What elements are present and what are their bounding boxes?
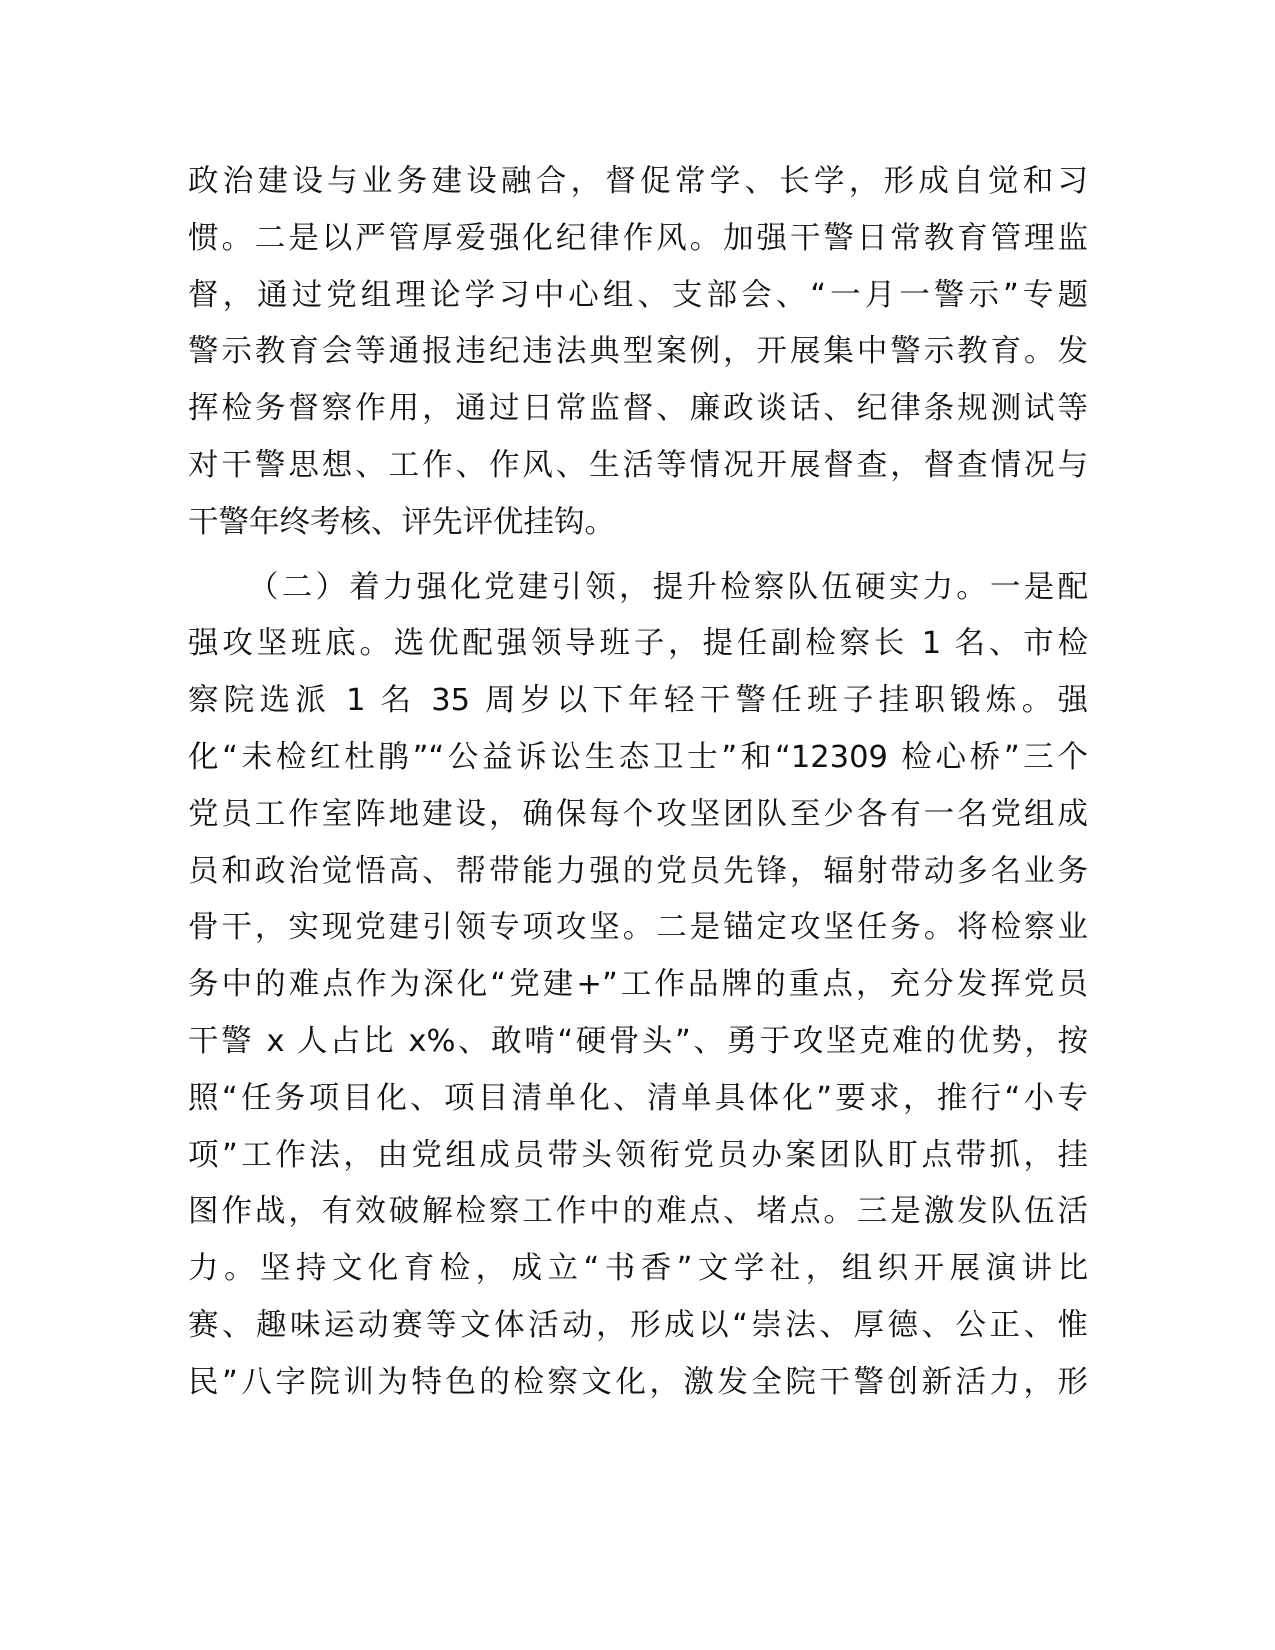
text-line: 骨干，实现党建引领专项攻坚。二是锚定攻坚任务。将检察业	[188, 910, 1088, 946]
text-line: 干警 x 人占比 x%、敢啃“硬骨头”、勇于攻坚克难的优势，按	[188, 1023, 1088, 1059]
text-line: 赛、趣味运动赛等文体活动，形成以“崇法、厚德、公正、惟	[188, 1307, 1088, 1343]
text-line: 务中的难点作为深化“党建+”工作品牌的重点，充分发挥党员	[188, 967, 1088, 1003]
text-line: 对干警思想、工作、作风、生活等情况开展督查，督查情况与	[188, 447, 1088, 483]
text-line: 员和政治觉悟高、帮带能力强的党员先锋，辐射带动多名业务	[188, 853, 1088, 889]
paragraph-spacer	[188, 552, 1088, 560]
paragraph-2	[188, 560, 1088, 1412]
text-line: 政治建设与业务建设融合，督促常学、长学，形成自觉和习	[188, 164, 1088, 199]
document-body	[188, 154, 1088, 1412]
text-line: 党员工作室阵地建设，确保每个攻坚团队至少各有一名党组成	[188, 796, 1088, 832]
text-line: 照“任务项目化、项目清单化、清单具体化”要求，推行“小专	[188, 1080, 1088, 1116]
text-line: 民”八字院训为特色的检察文化，激发全院干警创新活力，形	[188, 1364, 1088, 1400]
text-line: 惯。二是以严管厚爱强化纪律作风。加强干警日常教育管理监	[188, 220, 1088, 256]
text-line: 项”工作法，由党组成员带头领衔党员办案团队盯点带抓，挂	[188, 1137, 1088, 1173]
text-line: 干警年终考核、评先评优挂钩。	[188, 504, 615, 540]
text-line: 化“未检红杜鹃”“公益诉讼生态卫士”和“12309 检心桥”三个	[188, 739, 1088, 775]
text-line: 图作战，有效破解检察工作中的难点、堵点。三是激发队伍活	[188, 1194, 1088, 1230]
text-line: 挥检务督察作用，通过日常监督、廉政谈话、纪律条规测试等	[188, 391, 1088, 427]
paragraph-1	[188, 154, 1088, 552]
text-line: 警示教育会等通报违纪违法典型案例，开展集中警示教育。发	[188, 334, 1088, 370]
text-line: 督，通过党组理论学习中心组、支部会、“一月一警示”专题	[188, 277, 1088, 313]
text-line: 强攻坚班底。选优配强领导班子，提任副检察长 1 名、市检	[188, 626, 1088, 662]
text-line: 察院选派 1 名 35 周岁以下年轻干警任班子挂职锻炼。强	[188, 683, 1088, 719]
text-line: 力。坚持文化育检，成立“书香”文学社，组织开展演讲比	[188, 1251, 1088, 1287]
text-line-indented: （二）着力强化党建引领，提升检察队伍硬实力。一是配	[248, 569, 1088, 605]
